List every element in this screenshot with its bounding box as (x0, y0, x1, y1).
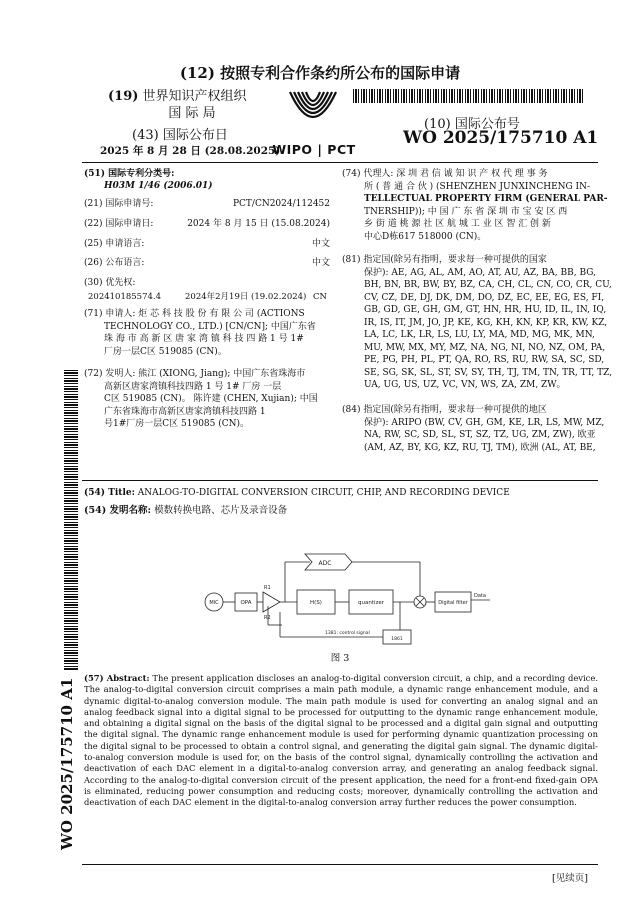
applicant-line: TECHNOLOGY CO., LTD.) [CN/CN]; 中国广东省 (104, 321, 316, 332)
ipc-label: (51) 国际专利分类号: (84, 169, 175, 179)
states-line: CV, CZ, DE, DJ, DK, DM, DO, DZ, EC, EE, EG, ES, FI, (364, 292, 605, 303)
states-line: SE, SG, SK, SL, ST, SV, SY, TH, TJ, TM, TN, TR, TT, TZ, (364, 367, 613, 378)
abstract: (57) Abstract: The present application discloses an analog-to-digital conversion circuit, a chip, and a recording device. The analog-to-digital conversion circuit comprises a main path module, a dynamic range enhancement module, and a dynamic digital-to-analog conversion module. The main path module is used for converting an analog signal and an analog feedback signal into a digital signal to be processed for outputting to the dynamic range enhancement module, and obtaining a digital signal on the basis of the digital signal to be processed and a digital gain signal and outputting the digital signal. The dynamic range enhancement module is used for performing dynamic quantization processing on the digital signal to be processed to obtain a control signal, and generating the digital gain signal. The dynamic digital-to-analog conversion module is used for, on the basis of the control signal, dynamically controlling the activation and deactivation of each DAC element in a digital-to-analog conversion array, and generating an analog feedback signal. According to the analog-to-digital conversion circuit of the present application, the need for a front-end fixed-gain OPA is eliminated, reducing power consumption and reducing costs; moreover, dynamically controlling the activation and deactivation of each DAC element in the digital-to-analog conversion array further reduces the power consumption. (84, 673, 598, 808)
agent-line: TNERSHIP)); 中 国 广 东 省 深 圳 市 宝 安 区 西 (364, 206, 568, 217)
r2-label: R2 (264, 615, 271, 621)
applicant-line: 厂房一层C区 519085 (CN)。 (104, 346, 227, 357)
mic-label: MIC (209, 600, 219, 606)
states-line: 保护): AE, AG, AL, AM, AO, AT, AU, AZ, BA, BB, BG, (364, 267, 596, 278)
r1-label: R1 (264, 585, 271, 591)
filing-lang-label: (25) 申请语言: (84, 239, 145, 249)
states-line: IR, IS, IT, JM, JO, JP, KE, KG, KH, KN, KP, KR, KW, KZ, (364, 317, 608, 328)
states-line: GB, GD, GE, GH, GM, GT, HN, HR, HU, ID, IL, IN, IQ, (364, 305, 607, 315)
wipo-logo (268, 82, 358, 162)
barcode-horizontal (353, 89, 585, 103)
states-line: BH, BN, BR, BW, BY, BZ, CA, CH, CL, CN, CO, CR, CU, (364, 280, 612, 290)
pub-number: WO 2025/175710 A1 (403, 128, 599, 148)
circuit-figure (200, 540, 500, 646)
designated-states (342, 254, 613, 392)
amp-triangle (263, 592, 280, 612)
org-bureau: 国 际 局 (168, 106, 216, 121)
priority-no: 202410185574.4 (88, 292, 162, 302)
priority-label: (30) 优先权: (84, 278, 136, 288)
vertical-pub-number: WO 2025/175710 A1 (58, 677, 76, 850)
agent-block (342, 168, 608, 243)
regions-line: 保护): ARIPO (BW, CV, GH, GM, KE, LR, LS, MW, MZ, (364, 417, 605, 428)
designated-regions (342, 404, 605, 454)
states-line: PE, PG, PH, PL, PT, QA, RO, RS, RU, RW, SA, SC, SD, (364, 355, 605, 365)
wipo-logo-text: WIPO | PCT (272, 142, 356, 157)
wipo-emblem-icon (268, 82, 358, 148)
applicant-line: (71) 申请人: 炬 芯 科 技 股 份 有 限 公 司 (ACTIONS (84, 309, 305, 319)
inventor-block (84, 368, 332, 431)
title-cn: (54) 发明名称: 模数转换电路、芯片及录音设备 (84, 505, 288, 516)
filing-lang-value: 中文 (311, 239, 330, 249)
section-divider (82, 480, 598, 481)
priority-country: CN (313, 292, 327, 302)
agent-line: 乡 街 道 桃 源 社 区 航 城 工 业 区 智 汇 创 新 (364, 219, 551, 229)
inventor-line: C区 519085 (CN)。 陈许建 (CHEN, Xujian); 中国 (104, 394, 318, 404)
barcode-vertical (64, 370, 78, 670)
pub-date: 2025 年 8 月 28 日 (28.08.2025) (100, 145, 281, 157)
inventor-line: 高新区唐家湾镇科技四路 1 号 1# 厂房 一层 (104, 381, 282, 392)
quantizer-label: quantizer (357, 600, 385, 606)
states-line: UA, UG, US, UZ, VC, VN, WS, ZA, ZM, ZW。 (364, 380, 566, 390)
digital-filter-label: Digital filter (438, 600, 468, 606)
filing-value: 2024 年 8 月 15 日 (15.08.2024) (187, 219, 330, 229)
control-signal-label: 1381: control signal (325, 631, 370, 636)
applicant-line: 珠 海 市 高 新 区 唐 家 湾 镇 科 技 四 路 1 号 1# (104, 334, 304, 344)
agent-line: (74) 代理人: 深 圳 君 信 诚 知 识 产 权 代 理 事 务 (342, 169, 548, 179)
continued-label: [见续页] (552, 873, 588, 884)
pub-date-label: (43) 国际公布日 (132, 128, 228, 143)
pub-lang-label: (26) 公布语言: (84, 258, 145, 268)
figure-caption: 图 3 (330, 653, 350, 664)
regions-line: (AM, AZ, BY, KG, KZ, RU, TJ, TM), 欧洲 (AL, AT, BE, (364, 442, 596, 453)
adc-label: ADC (318, 560, 332, 567)
inventor-line: 号1#厂房一层C区 519085 (CN)。 (104, 419, 250, 429)
app-no-label: (21) 国际申请号: (84, 199, 154, 209)
agent-line: 中心D栋617 518000 (CN)。 (364, 231, 487, 242)
agent-line: 所 ( 普 通 合 伙 ) (SHENZHEN JUNXINCHENG IN- (364, 181, 591, 192)
title-en: (54) Title: ANALOG-TO-DIGITAL CONVERSION CIRCUIT, CHIP, AND RECORDING DEVICE (84, 488, 510, 498)
opa-label: OPA (240, 600, 252, 606)
regions-line: NA, RW, SC, SD, SL, ST, SZ, TZ, UG, ZM, ZW), 欧亚 (364, 430, 596, 440)
inventor-line: 广东省珠海市高新区唐家湾镇科技四路 1 (104, 406, 266, 417)
control-block-label: 1861 (391, 637, 403, 642)
regions-line: (84) 指定国(除另有指明，要求每一种可提供的地区 (342, 405, 547, 415)
states-line: MU, MW, MX, MY, MZ, NA, NG, NI, NO, NZ, OM, PA, (364, 342, 606, 353)
document-title: (12) 按照专利合作条约所公布的国际申请 (179, 64, 461, 82)
states-line: LA, LC, LK, LR, LS, LU, LY, MA, MD, MG, MK, MN, (364, 330, 595, 340)
priority-date: 2024年2月19日 (19.02.2024) (185, 292, 307, 302)
hs-label: H(S) (310, 600, 322, 606)
states-line: (81) 指定国(除另有指明，要求每一种可提供的国家 (342, 255, 547, 265)
inventor-line: (72) 发明人: 熊江 (XIONG, Jiang); 中国广东省珠海市 (84, 369, 306, 379)
org-name: (19) 世界知识产权组织 (108, 89, 247, 104)
pub-lang-value: 中文 (311, 258, 330, 268)
pub-number-label: (10) 国际公布号 (424, 117, 520, 132)
agent-line: TELLECTUAL PROPERTY FIRM (GENERAL PAR- (364, 194, 608, 204)
ipc-value: H03M 1/46 (2006.01) (104, 181, 213, 191)
app-no-value: PCT/CN2024/112452 (232, 199, 330, 209)
header-divider (82, 162, 598, 163)
filing-label: (22) 国际申请日: (84, 219, 154, 229)
applicant-block (84, 308, 332, 358)
footer-divider (82, 864, 598, 865)
data-label: Data (474, 593, 486, 599)
